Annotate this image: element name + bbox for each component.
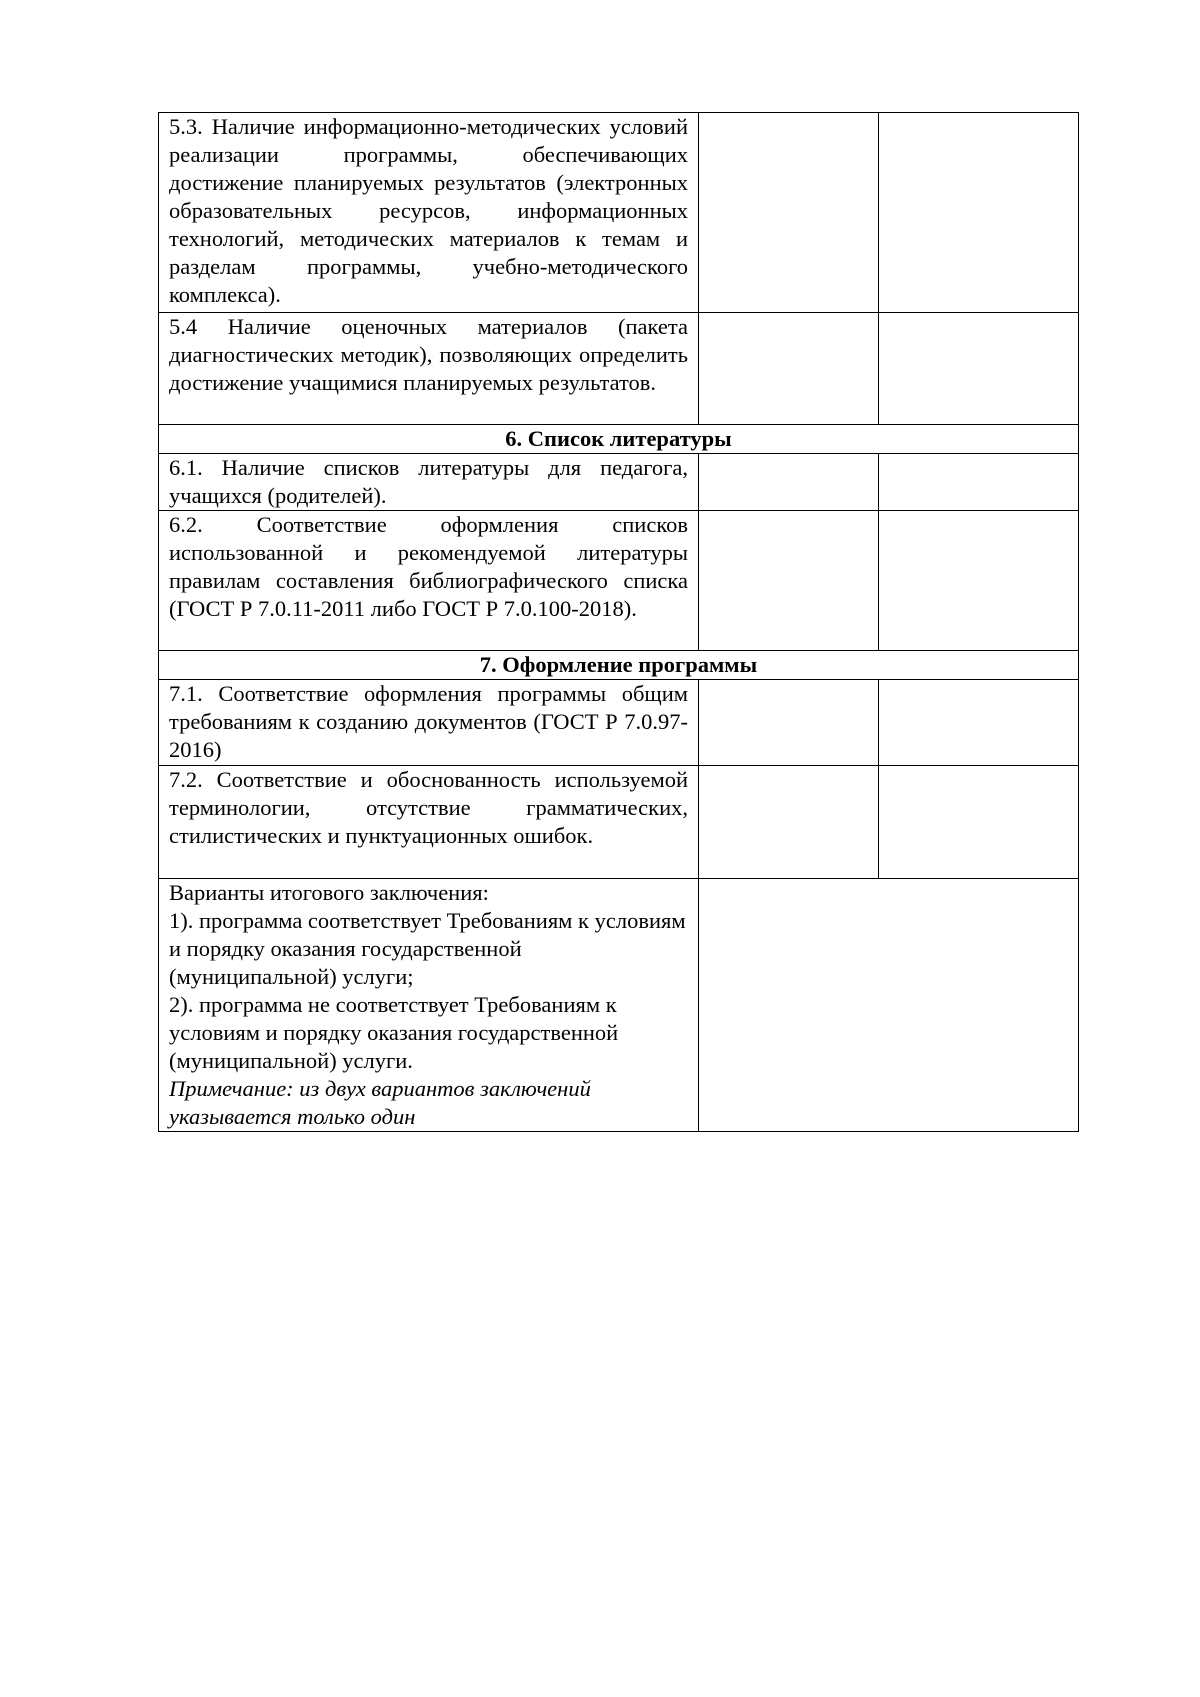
score-cell <box>699 766 879 879</box>
table-row <box>159 766 1079 879</box>
conclusion-row <box>159 879 1079 1132</box>
section-heading-6: 6. Список литературы <box>159 425 1079 454</box>
comment-cell <box>879 680 1079 766</box>
criterion-5-3: 5.3. Наличие информационно-методических условий реализации программы, обеспечивающих достижение планируемых результатов (электронных образовательных ресурсов, информационных технологий, методических материалов к темам и разделам программы, учебно-методического комплекса). <box>159 113 699 313</box>
conclusion-options <box>159 879 699 1132</box>
criterion-7-2: 7.2. Соответствие и обоснованность используемой терминологии, отсутствие грамматических, стилистических и пунктуационных ошибок. <box>159 766 699 879</box>
section-row <box>159 651 1079 680</box>
comment-cell <box>879 113 1079 313</box>
table-row <box>159 511 1079 651</box>
conclusion-value-cell <box>699 879 1079 1132</box>
score-cell <box>699 313 879 425</box>
evaluation-table <box>158 112 1079 1132</box>
comment-cell <box>879 313 1079 425</box>
table-row <box>159 680 1079 766</box>
score-cell <box>699 680 879 766</box>
section-heading-7: 7. Оформление программы <box>159 651 1079 680</box>
conclusion-heading: Варианты итогового заключения: <box>169 880 489 905</box>
criterion-6-1: 6.1. Наличие списков литературы для педагога, учащихся (родителей). <box>159 454 699 511</box>
criterion-7-1: 7.1. Соответствие оформления программы общим требованиям к созданию документов (ГОСТ Р 7.0.97-2016) <box>159 680 699 766</box>
table-row <box>159 113 1079 313</box>
comment-cell <box>879 766 1079 879</box>
score-cell <box>699 113 879 313</box>
section-row <box>159 425 1079 454</box>
criterion-5-4: 5.4 Наличие оценочных материалов (пакета диагностических методик), позволяющих определить достижение учащимися планируемых результатов. <box>159 313 699 425</box>
table-row <box>159 454 1079 511</box>
table-row <box>159 313 1079 425</box>
criterion-6-2: 6.2. Соответствие оформления списков использованной и рекомендуемой литературы правилам составления библиографического списка (ГОСТ Р 7.0.11-2011 либо ГОСТ Р 7.0.100-2018). <box>159 511 699 651</box>
score-cell <box>699 454 879 511</box>
score-cell <box>699 511 879 651</box>
conclusion-option-1: 1). программа соответствует Требованиям к условиям и порядку оказания государственной (муниципальной) услуги; <box>169 908 686 989</box>
comment-cell <box>879 454 1079 511</box>
conclusion-option-2: 2). программа не соответствует Требованиям к условиям и порядку оказания государственной (муниципальной) услуги. <box>169 992 619 1073</box>
comment-cell <box>879 511 1079 651</box>
conclusion-note: Примечание: из двух вариантов заключений указывается только один <box>169 1076 591 1129</box>
